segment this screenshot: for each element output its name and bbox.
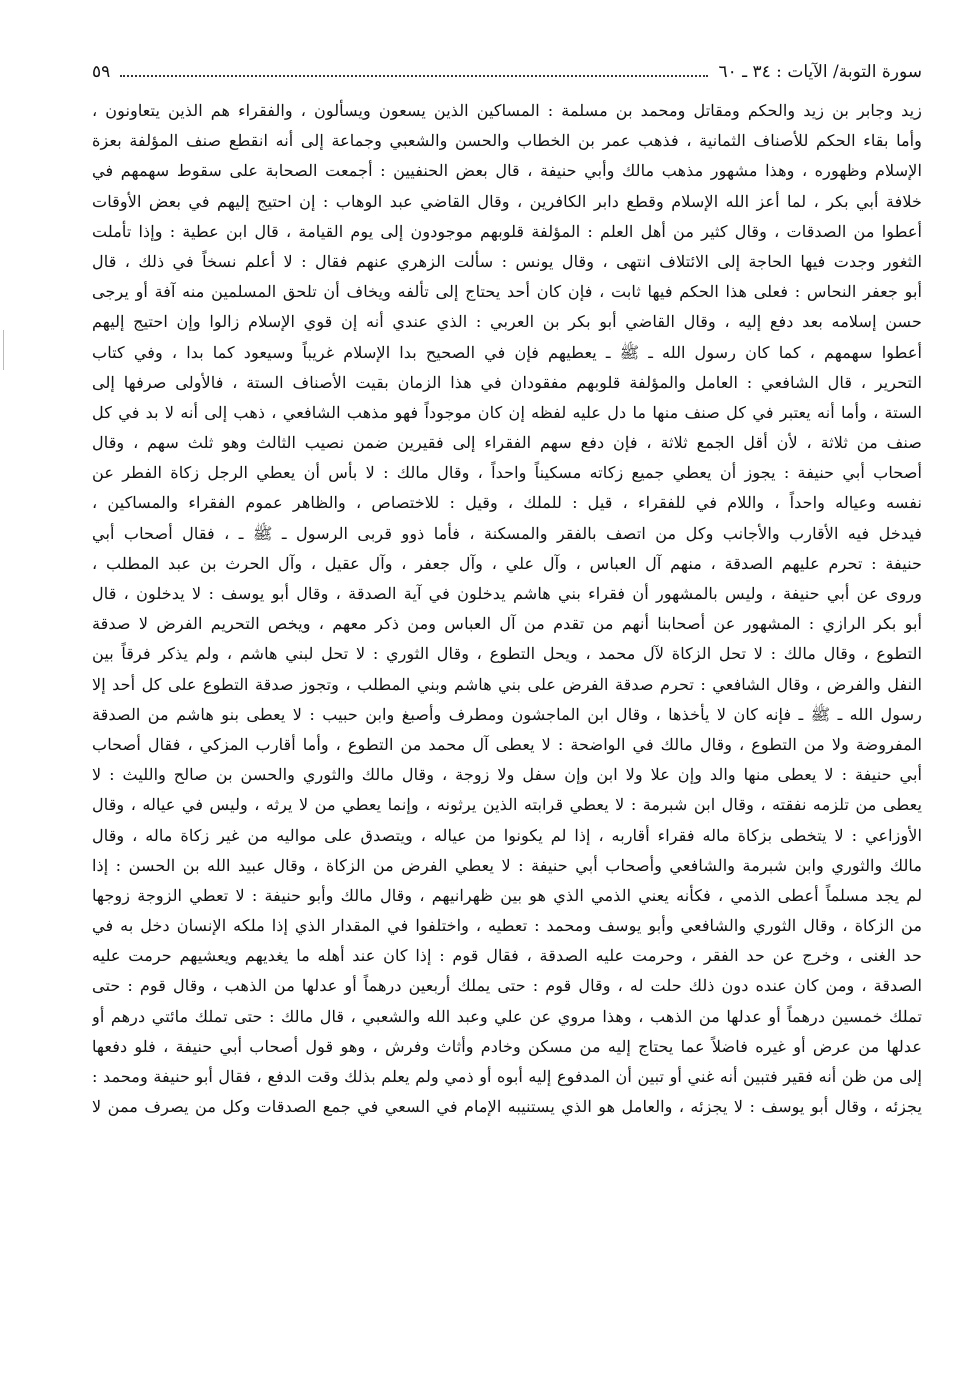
text-line: خلافة أبي بكر ، لما أعز الله الإسلام وقطع دابر الكافرين ، وقال القاضي عبد الوهاب : إن احتيج إليهم في بعض الأوقات — [92, 191, 922, 211]
text-line: وأما بقاء الحكم للأصناف الثمانية ، فذهب عمر بن الخطاب والحسن والشعبي وجماعة إلى أنه انقطع صنف المؤلفة بعزة — [92, 131, 922, 151]
text-line: فيدخل فيه الأقارب والأجانب وكل من اتصف بالفقر والمسكنة ، فأما ذوو قربى الرسول ـ ﷺ ـ ، فقال أصحاب أبي — [92, 523, 922, 543]
text-line: من الزكاة ، وقال الثوري والشافعي وأبو يوسف ومحمد : تعطيه ، واختلفوا في المقدار الذي إذا ملكه الإنسان دخل به في — [92, 916, 922, 936]
text-line: حسن إسلامه بعد دفع إليه ، وقال القاضي أبو بكر بن العربي : الذي عندي أنه إن قوي الإسلام زالوا وإن احتيج إليهم — [92, 312, 922, 332]
text-line: إلى من ظن أنه فقير فتبين أنه غني أو تبين أن المدفوع إليه أبوه أو ذمي ولم يعلم بذلك وقت الدفع ، فقال أبو حنيفة ومحمد : — [92, 1067, 922, 1086]
text-line: وروى عن أبي حنيفة ، وليس بالمشهور أن فقراء بني هاشم يدخلون في آية الصدقة ، وقال أبو يوسف : لا يدخلون ، قال — [92, 584, 922, 603]
text-line: الستة ، وأما أنه يعتبر في كل صنف منها ما دل عليه لفظه إن كان موجوداً فهو مذهب الشافعي ، ذهب إلى أنه لا بد في كل — [92, 402, 922, 422]
text-line: الإسلام وظهوره ، وهذا مشهور مذهب مالك وأبي حنيفة ، قال بعض الحنفيين : أجمعت الصحابة على سقوط سهمهم في — [92, 161, 922, 181]
text-line: الثغور وجدت فيها الحاجة إلى الائتلاف انتهى ، وقال يونس : سألت الزهري عنهم فقال : لا أعلم نسخاً في ذلك ، قال — [92, 251, 922, 271]
text-line: مالك والثوري وابن شبرمة والشافعي وأصحاب أبي حنيفة : لا يعطي الفرض من الزكاة ، وقال عبيد الله بن الحسن : إذا — [92, 855, 922, 875]
text-line: يجزئه ، وقال أبو يوسف : لا يجزئه ، والعامل هو الذي يستنيبه الإمام في السعي في جمع الصدقات وكل من يصرف ممن لا — [92, 1097, 922, 1117]
text-line: أعطوا سهمهم ، كما كان رسول الله ـ ﷺ ـ يعطيهم فإن في الصحيح بدا الإسلام غريباً وسيعود كما بدا ، وفي كتاب — [92, 342, 922, 362]
text-line: يعطى من تلزمه نفقته ، وقال ابن شبرمة : لا يعطي قرابته الذين يرثونه ، وإنما يعطي من لا يرثه ، وليس في عياله ، وقال — [92, 795, 922, 815]
text-line: التطوع ، وقال مالك : لا تحل الزكاة لآل محمد ، ويحل التطوع ، وقال الثوري : لا تحل لبني هاشم ، ولم يذكر فرقاً بين — [92, 644, 922, 664]
text-line: تملك خمسين درهماً أو عدلها من الذهب ، وهذا مروي عن علي وعبد الله والشعبي ، قال مالك : حتى تملك مائتي درهم أو — [92, 1006, 922, 1026]
text-line: حنيفة : تحرم عليهم الصدقة ، منهم آل العباس ، وآل علي ، وآل جعفر ، وآل عقيل ، وآل الحرث بن عبد المطلب ، — [92, 553, 922, 573]
body-text — [92, 96, 922, 1122]
text-line: المفروضة ولا من التطوع ، وقال مالك في الواضحة : لا يعطى آل محمد من التطوع ، وأما أقارب المزكي ، فقال أصحاب — [92, 734, 922, 754]
running-title: سورة التوبة/ الآيات : ٣٤ ـ ٦٠ — [718, 62, 922, 82]
text-line: لم يجد مسلماً أعطى الذمي ، فكأنه يعني الذمي الذي هو بين ظهرانيهم ، وقال مالك وأبو حنيفة : لا تعطي الزوجة زوجها — [92, 885, 922, 905]
text-line: النفل والفرض ، وقال الشافعي : تحرم صدقة الفرض على بني هاشم وبني المطلب ، وتجوز صدقة التطوع على كل أحد إلا — [92, 674, 922, 694]
text-line: زيد وجابر بن زيد والحكم ومقاتل ومحمد بن مسلمة : المساكين الذين يسعون ويسألون ، والفقراء هم الذين يتعاونون ، — [92, 101, 922, 120]
text-line: نفسه وعياله واحداً ، واللام في للفقراء ، قيل : للملك ، وقيل : للاختصاص ، والظاهر عموم الفقراء والمساكين ، — [92, 493, 922, 513]
dotted-leader — [120, 75, 708, 77]
text-line: عدلها من عرض أو غيره فاضلاً عما يحتاج إليه من مسكن وخادم وأثاث وفرش ، وهو قول أصحاب أبي حنيفة ، فلو دفعها — [92, 1036, 922, 1056]
text-line: أعطوا من الصدقات ، وقال كثير من أهل العلم : المؤلفة قلوبهم موجودون إلى يوم القيامة ، قال ابن عطية : وإذا تأملت — [92, 221, 922, 241]
text-line: حد الغنى ، وخرج عن حد الفقر ، وحرمت عليه الصدقة ، فقال قوم : إذا كان عند أهله ما يغديهم ويعشيهم حرمت عليه — [92, 946, 922, 966]
text-line: أبو جعفر النحاس : فعلى هذا الحكم فيها ثابت ، فإن كان أحد يحتاج إلى تألفه ويخاف أن تلحق المسلمين منه آفة أو يرجى — [92, 282, 922, 302]
text-line: التحرير ، قال الشافعي : العامل والمؤلفة قلوبهم مفقودان في هذا الزمان بقيت الأصناف الستة ، فالأولى صرفها إلى — [92, 372, 922, 392]
text-line: صنف من ثلاثة ، لأن أقل الجمع ثلاثة ، فإن دفع سهم الفقراء إلى فقيرين ضمن نصيب الثالث وهو ثلث سهم ، وقال — [92, 433, 922, 453]
page-number: ٥٩ — [92, 62, 111, 82]
text-line: أبو بكر الرازي : المشهور عن أصحابنا أنهم من تقدم من آل العباس ومن ذكر معهم ، ويخص التحريم الفرض لا صدقة — [92, 614, 922, 634]
page-header — [92, 58, 922, 86]
text-line: أبي حنيفة : لا يعطى منها والد وإن علا ولا ابن وإن سفل ولا زوجة ، وقال مالك والثوري والحسن بن صالح والليث : لا — [92, 765, 922, 785]
text-line: رسول الله ـ ﷺ ـ فإنه كان لا يأخذها ، وقال ابن الماجشون ومطرف وأصبغ وابن حبيب : لا يعطى بنو هاشم من الصدقة — [92, 704, 922, 724]
text-line: أصحاب أبي حنيفة : يجوز أن يعطي جميع زكاته مسكيناً واحداً ، وقال مالك : لا بأس أن يعطي الرجل زكاة الفطر عن — [92, 463, 922, 483]
scan-edge-mark — [3, 330, 4, 370]
text-line: الصدقة ، ومن كان عنده دون ذلك حلت له ، وقال قوم : حتى يملك أربعين درهماً أو عدلها من الذهب ، وقال قوم : حتى — [92, 976, 922, 996]
text-line: الأوزاعي : لا يتخطى بزكاة ماله فقراء أقاربه ، إذا لم يكونوا من عياله ، ويتصدق على مواليه من غير زكاة ماله ، وقال — [92, 825, 922, 845]
